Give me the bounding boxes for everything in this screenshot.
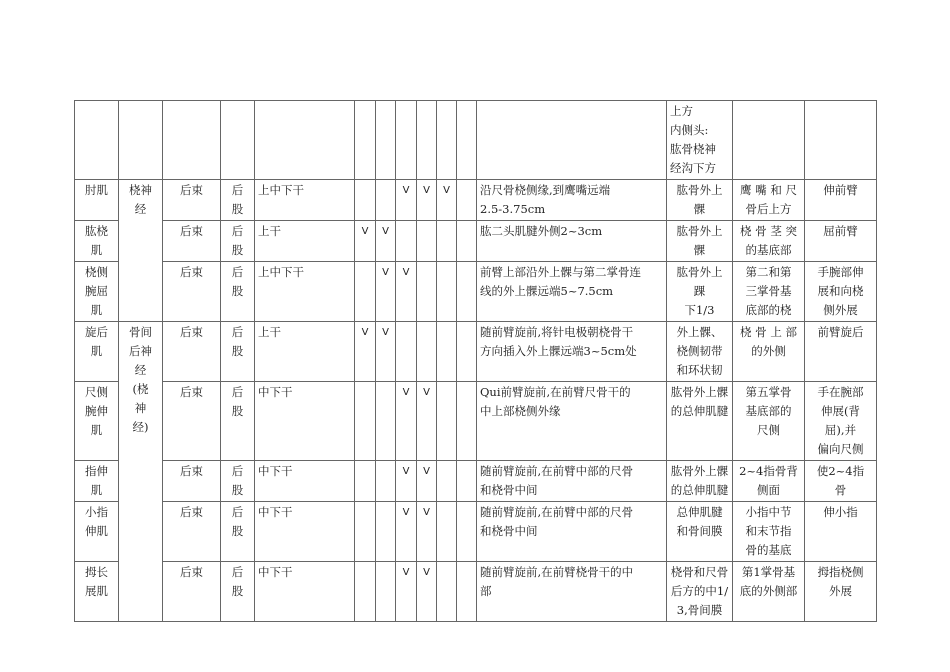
- table-row: [75, 562, 877, 622]
- check-cell: [457, 221, 477, 262]
- division-cell: [221, 101, 255, 180]
- trunk-cell: 中下干: [255, 382, 355, 461]
- check-cell: V: [396, 180, 417, 221]
- check-cell: [376, 461, 396, 502]
- check-cell: [396, 101, 417, 180]
- needle-site-cell: Qui前臂旋前,在前臂尺骨干的 中上部桡侧外缘: [477, 382, 667, 461]
- division-cell: 后 股: [221, 262, 255, 322]
- origin-cell: 桡骨和尺骨 后方的中1/ 3,骨间膜: [667, 562, 733, 622]
- check-cell: [376, 382, 396, 461]
- check-cell: [355, 562, 376, 622]
- nerve-cell: [119, 101, 163, 180]
- check-cell: V: [396, 562, 417, 622]
- needle-site-cell: 随前臂旋前,将针电极朝桡骨干 方向插入外上髁远端3~5cm处: [477, 322, 667, 382]
- trunk-cell: [255, 101, 355, 180]
- check-cell: [457, 562, 477, 622]
- check-cell: [396, 221, 417, 262]
- muscle-cell: [75, 101, 119, 180]
- origin-cell: 肱骨外上 髁: [667, 221, 733, 262]
- origin-cell: 上方 内侧头: 肱骨桡神 经沟下方: [667, 101, 733, 180]
- table-row: [75, 180, 877, 221]
- origin-cell: 肱骨外上 踝 下1/3: [667, 262, 733, 322]
- division-cell: 后 股: [221, 221, 255, 262]
- check-cell: [355, 101, 376, 180]
- check-cell: [417, 101, 437, 180]
- check-cell: [355, 461, 376, 502]
- check-cell: [437, 382, 457, 461]
- check-cell: [355, 382, 376, 461]
- insertion-cell: 桡 骨 茎 突 的基底部: [733, 221, 805, 262]
- check-cell: V: [355, 322, 376, 382]
- check-cell: V: [417, 502, 437, 562]
- muscle-cell: 小指 伸肌: [75, 502, 119, 562]
- table-row: [75, 101, 877, 180]
- table-row: [75, 461, 877, 502]
- trunk-cell: 上中下干: [255, 180, 355, 221]
- check-cell: [417, 322, 437, 382]
- insertion-cell: 第1掌骨基 底的外侧部: [733, 562, 805, 622]
- cord-cell: 后束: [163, 461, 221, 502]
- check-cell: [376, 180, 396, 221]
- check-cell: [437, 101, 457, 180]
- needle-site-cell: 沿尺骨桡侧缘,到鹰嘴远端 2.5-3.75cm: [477, 180, 667, 221]
- check-cell: [457, 461, 477, 502]
- check-cell: [437, 562, 457, 622]
- cord-cell: 后束: [163, 382, 221, 461]
- check-cell: [437, 322, 457, 382]
- needle-site-cell: 前臂上部沿外上髁与第二掌骨连 线的外上髁远端5~7.5cm: [477, 262, 667, 322]
- muscle-cell: 桡侧 腕屈 肌: [75, 262, 119, 322]
- check-cell: [396, 322, 417, 382]
- trunk-cell: 上干: [255, 322, 355, 382]
- division-cell: 后 股: [221, 461, 255, 502]
- cord-cell: 后束: [163, 221, 221, 262]
- check-cell: V: [396, 502, 417, 562]
- check-cell: [457, 180, 477, 221]
- division-cell: 后 股: [221, 502, 255, 562]
- check-cell: V: [355, 221, 376, 262]
- check-cell: [417, 262, 437, 322]
- cord-cell: 后束: [163, 262, 221, 322]
- muscle-cell: 尺侧 腕伸 肌: [75, 382, 119, 461]
- needle-site-cell: [477, 101, 667, 180]
- check-cell: [437, 502, 457, 562]
- check-cell: V: [417, 562, 437, 622]
- origin-cell: 外上髁、 桡侧韧带 和环状韧: [667, 322, 733, 382]
- check-cell: V: [417, 382, 437, 461]
- muscle-cell: 旋后 肌: [75, 322, 119, 382]
- insertion-cell: 鹰 嘴 和 尺 骨后上方: [733, 180, 805, 221]
- check-cell: [437, 221, 457, 262]
- muscle-cell: 拇长 展肌: [75, 562, 119, 622]
- check-cell: [376, 502, 396, 562]
- action-cell: 伸小指: [805, 502, 877, 562]
- insertion-cell: 2~4指骨背 侧面: [733, 461, 805, 502]
- cord-cell: 后束: [163, 322, 221, 382]
- check-cell: V: [376, 262, 396, 322]
- insertion-cell: 桡 骨 上 部 的外侧: [733, 322, 805, 382]
- muscle-cell: 肘肌: [75, 180, 119, 221]
- division-cell: 后 股: [221, 322, 255, 382]
- check-cell: V: [396, 382, 417, 461]
- table-row: [75, 262, 877, 322]
- check-cell: [355, 262, 376, 322]
- trunk-cell: 上中下干: [255, 262, 355, 322]
- needle-site-cell: 随前臂旋前,在前臂桡骨干的中 部: [477, 562, 667, 622]
- table-body: [75, 101, 877, 622]
- muscle-cell: 肱桡 肌: [75, 221, 119, 262]
- action-cell: 伸前臂: [805, 180, 877, 221]
- check-cell: [457, 382, 477, 461]
- check-cell: [457, 101, 477, 180]
- needle-site-cell: 肱二头肌腱外侧2~3cm: [477, 221, 667, 262]
- origin-cell: 肱骨外上 髁: [667, 180, 733, 221]
- cord-cell: [163, 101, 221, 180]
- check-cell: V: [437, 180, 457, 221]
- trunk-cell: 中下干: [255, 461, 355, 502]
- check-cell: [376, 101, 396, 180]
- trunk-cell: 中下干: [255, 562, 355, 622]
- trunk-cell: 上干: [255, 221, 355, 262]
- check-cell: [376, 562, 396, 622]
- check-cell: V: [376, 322, 396, 382]
- table-row: [75, 221, 877, 262]
- needle-site-cell: 随前臂旋前,在前臂中部的尺骨 和桡骨中间: [477, 461, 667, 502]
- table-row: [75, 382, 877, 461]
- check-cell: V: [417, 461, 437, 502]
- action-cell: 拇指桡侧 外展: [805, 562, 877, 622]
- action-cell: 前臂旋后: [805, 322, 877, 382]
- nerve-cell: 骨间 后神 经 (桡 神 经): [119, 322, 163, 622]
- division-cell: 后 股: [221, 382, 255, 461]
- cord-cell: 后束: [163, 502, 221, 562]
- action-cell: [805, 101, 877, 180]
- trunk-cell: 中下干: [255, 502, 355, 562]
- check-cell: [355, 502, 376, 562]
- origin-cell: 肱骨外上髁 的总伸肌腱: [667, 382, 733, 461]
- cord-cell: 后束: [163, 180, 221, 221]
- check-cell: [437, 262, 457, 322]
- origin-cell: 总伸肌腱 和骨间膜: [667, 502, 733, 562]
- cord-cell: 后束: [163, 562, 221, 622]
- muscle-nerve-table: [74, 100, 877, 622]
- check-cell: V: [376, 221, 396, 262]
- action-cell: 手在腕部 伸展(背 屈),并 偏向尺侧: [805, 382, 877, 461]
- insertion-cell: 第五掌骨 基底部的 尺侧: [733, 382, 805, 461]
- table-row: [75, 322, 877, 382]
- check-cell: [457, 322, 477, 382]
- check-cell: [437, 461, 457, 502]
- nerve-cell: 桡神 经: [119, 180, 163, 322]
- check-cell: V: [396, 262, 417, 322]
- check-cell: [355, 180, 376, 221]
- needle-site-cell: 随前臂旋前,在前臂中部的尺骨 和桡骨中间: [477, 502, 667, 562]
- check-cell: [457, 502, 477, 562]
- insertion-cell: 小指中节 和末节指 骨的基底: [733, 502, 805, 562]
- origin-cell: 肱骨外上髁 的总伸肌腱: [667, 461, 733, 502]
- check-cell: V: [396, 461, 417, 502]
- check-cell: V: [417, 180, 437, 221]
- division-cell: 后 股: [221, 562, 255, 622]
- action-cell: 屈前臂: [805, 221, 877, 262]
- action-cell: 使2~4指 骨: [805, 461, 877, 502]
- table-row: [75, 502, 877, 562]
- muscle-cell: 指伸 肌: [75, 461, 119, 502]
- insertion-cell: [733, 101, 805, 180]
- insertion-cell: 第二和第 三掌骨基 底部的桡: [733, 262, 805, 322]
- action-cell: 手腕部伸 展和向桡 侧外展: [805, 262, 877, 322]
- check-cell: [457, 262, 477, 322]
- check-cell: [417, 221, 437, 262]
- division-cell: 后 股: [221, 180, 255, 221]
